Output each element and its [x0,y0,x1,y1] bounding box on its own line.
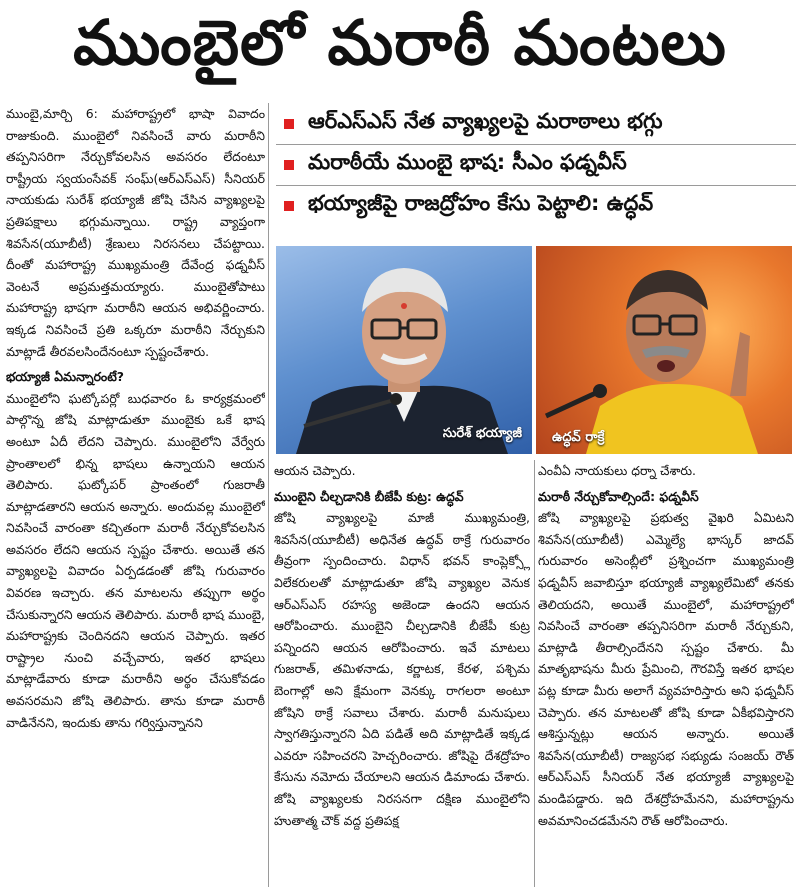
article-paragraph: జోషి వ్యాఖ్యలపై ప్రభుత్వ వైఖరి ఏమిటని శివసేన(యూబీటీ) ఎమ్మెల్యే భాస్కర్ జాదవ్ గురువారం అసెంబ్లీలో ప్రశ్నించగా ముఖ్యమంత్రి ఫడ్నవీస్ జవాబిస్తూ భయ్యాజీ వ్యాఖ్యలేమిటో తనకు తెలియదని, అయితే ముంబైలో, మహారాష్ట్రలో నివసించే వారంతా తప్పనిసరిగా మరాఠీ నేర్చుకుని, మాట్లాడి తీరాల్సిందేనని స్పష్టం చేశారు. మీ మాతృభాషను మీరు ప్రేమించి, గౌరవిస్తే ఇతర భాషల పట్ల కూడా మీరు అలాగే వ్యవహరిస్తారు అని ఫడ్నవీస్ చెప్పారు. తన మాటలతో జోషి కూడా ఏకీభవిస్తారని ఆశిస్తున్నట్లు ఆయన అన్నారు. అయితే శివసేన(యూబీటీ) రాజ్యసభ సభ్యుడు సంజయ్ రౌత్ ఆర్ఎస్ఎస్ సీనియర్ నేత భయ్యాజీ వ్యాఖ్యలపై మండిపడ్డారు. ఇది దేశద్రోహమేనని, మహారాష్ట్రను అవమానించడమేనని రౌత్ ఆరోపించారు. [538,510,794,828]
article-subheading: ముంబైని చీల్చడానికి బీజేపీ కుట్ర: ఉద్ధవ్ [274,488,464,504]
column-divider [534,460,535,887]
highlights-list [276,104,796,226]
article-column-2 [274,460,530,887]
red-square-bullet-icon [284,119,294,129]
headline: ముంబైలో మరాఠీ మంటలు [73,6,727,79]
article-column-1 [6,103,265,887]
portrait-illustration [536,246,792,454]
article-subheading: మరాఠీ నేర్చుకోవాల్సిందే: ఫడ్నవీస్ [538,488,699,504]
photo-uddhav-thackeray [536,246,792,454]
photo-caption: సురేశ్ భయ్యాజీ [442,426,522,441]
article-paragraph: ఆయన చెప్పారు. [274,463,356,478]
article-paragraph: ముంబైలోని ఘట్కోపర్లో బుధవారం ఓ కార్యక్రమంలో పాల్గొన్న జోషి మాట్లాడుతూ ముంబైకు ఒకే భాష అంటూ ఏదీ లేదని చెప్పారు. ముంబైలోని వేర్వేరు ప్రాంతాలలో భిన్న భాషలు ఉన్నాయని ఆయన తెలిపారు. ఘట్కోపర్ ప్రాంతంలో గుజరాతీ మాట్లాడతారని ఆయన అన్నారు. అందువల్ల ముంబైలో నివసించే వారంతా కచ్చితంగా మరాఠీ నేర్చుకోవలసిన అవసరం లేదని ఆయన స్పష్టం చేశారు. అయితే తన వ్యాఖ్యలపై వివాదం ఏర్పడడంతో జోషి గురువారం వివరణ ఇచ్చారు. తన మాటలను తప్పుగా అర్థం చేసుకున్నారని ఆయన తెలిపారు. మరాఠీ భాష ముంబై, మహారాష్ట్రకు చెందినదని ఆయన చెప్పారు. ఇతర రాష్ట్రాల నుంచి వచ్చేవారు, ఇతర భాషలు మాట్లాడేవారు కూడా మరాఠీని అర్థం చేసుకోవడం అవసరమని జోషి తెలిపారు. తాను కూడా మరాఠీ వాడినేనని, ఇందుకు తాను గర్విస్తున్నానని [6,390,265,730]
photo-suresh-bhaiyyaji [276,246,532,454]
highlight-text: ఆర్ఎస్ఎస్ నేత వ్యాఖ్యలపై మరాఠాలు భగ్గు [308,109,663,133]
highlight-item [276,186,796,226]
article-subheading: భయ్యాజీ ఏమన్నారంటే? [6,369,124,385]
article-paragraph: ఎంవీఏ నాయకులు ధర్నా చేశారు. [538,463,696,478]
red-square-bullet-icon [284,201,294,211]
article-column-3 [538,460,794,887]
article-paragraph: జోషి వ్యాఖ్యలపై మాజీ ముఖ్యమంత్రి, శివసేన(యూబీటీ) అధినేత ఉద్ధవ్ ఠాక్రే గురువారం తీవ్రంగా స్పందించారు. విధాన్ భవన్ కాంప్లెక్స్లో విలేకరులతో మాట్లాడుతూ జోషి వ్యాఖ్యల వెనుక ఆర్ఎస్ఎస్ రహస్య అజెండా ఉందని ఆయన ఆరోపించారు. ముంబైని చీల్చడానికి బీజేపీ కుట్ర పన్నిందని ఆయన ఆరోపించారు. ఇవే మాటలు గుజరాత్, తమిళనాడు, కర్ణాటక, కేరళ, పశ్చిమ బెంగాల్లో అని క్షేమంగా వెనక్కు రాగలరా అంటూ జోషిని ఠాక్రే సవాలు చేశారు. మరాఠీ మనుషులు స్వాగతిస్తున్నారని ఏది పడితే అది మాట్లాడితే ఇక్కడ ఎవరూ సహించరని హెచ్చరించారు. జోషిపై దేశద్రోహం కేసును నమోదు చేయాలని ఆయన డిమాండు చేశారు. జోషి వ్యాఖ్యలకు నిరసనగా దక్షిణ ముంబైలోని హుతాత్మ చౌక్ వద్ద ప్రతిపక్ష [274,510,530,828]
highlight-text: భయ్యాజీపై రాజద్రోహం కేసు పెట్టాలి: ఉద్ధవ్ [308,191,654,215]
column-divider [268,103,269,887]
article-paragraph: ముంబై,మార్చి 6: మహారాష్ట్రలో భాషా వివాదం రాజుకుంది. ముంబైలో నివసించే వారు మరాఠీని తప్పనిసరిగా నేర్చుకోవలసిన అవసరం లేదంటూ రాష్ట్రీయ స్వయంసేవక్ సంఘ్(ఆర్ఎస్ఎస్) సీనియర్ నాయకుడు సురేశ్ భయ్యాజీ జోషి చేసిన వ్యాఖ్యలపై ప్రతిపక్షాలు భగ్గుమన్నాయి. రాష్ట్ర వ్యాప్తంగా శివసేన(యూబీటీ) శ్రేణులు నిరసనలు చేపట్టాయి. దీంతో మహారాష్ట్ర ముఖ్యమంత్రి దేవేంద్ర ఫడ్నవీస్ వెంటనే అప్రమత్తమయ్యారు. ముంబైతోపాటు మహారాష్ట్ర భాషగా మరాఠీని ఆయన అభివర్ణించారు. ఇక్కడ నివసించే ప్రతి ఒక్కరూ మరాఠీని నేర్చుకుని మాట్లాడే తీరవలసిందేనంటూ స్పష్టంచేశారు. [6,106,265,359]
red-square-bullet-icon [284,160,294,170]
portrait-illustration [276,246,532,454]
highlight-item [276,145,796,186]
highlight-item [276,104,796,145]
photo-caption: ఉద్ధవ్ రాక్రే [552,430,605,445]
highlight-text: మరాఠీయే ముంబై భాష: సీఎం ఫడ్నవీస్ [308,150,627,174]
